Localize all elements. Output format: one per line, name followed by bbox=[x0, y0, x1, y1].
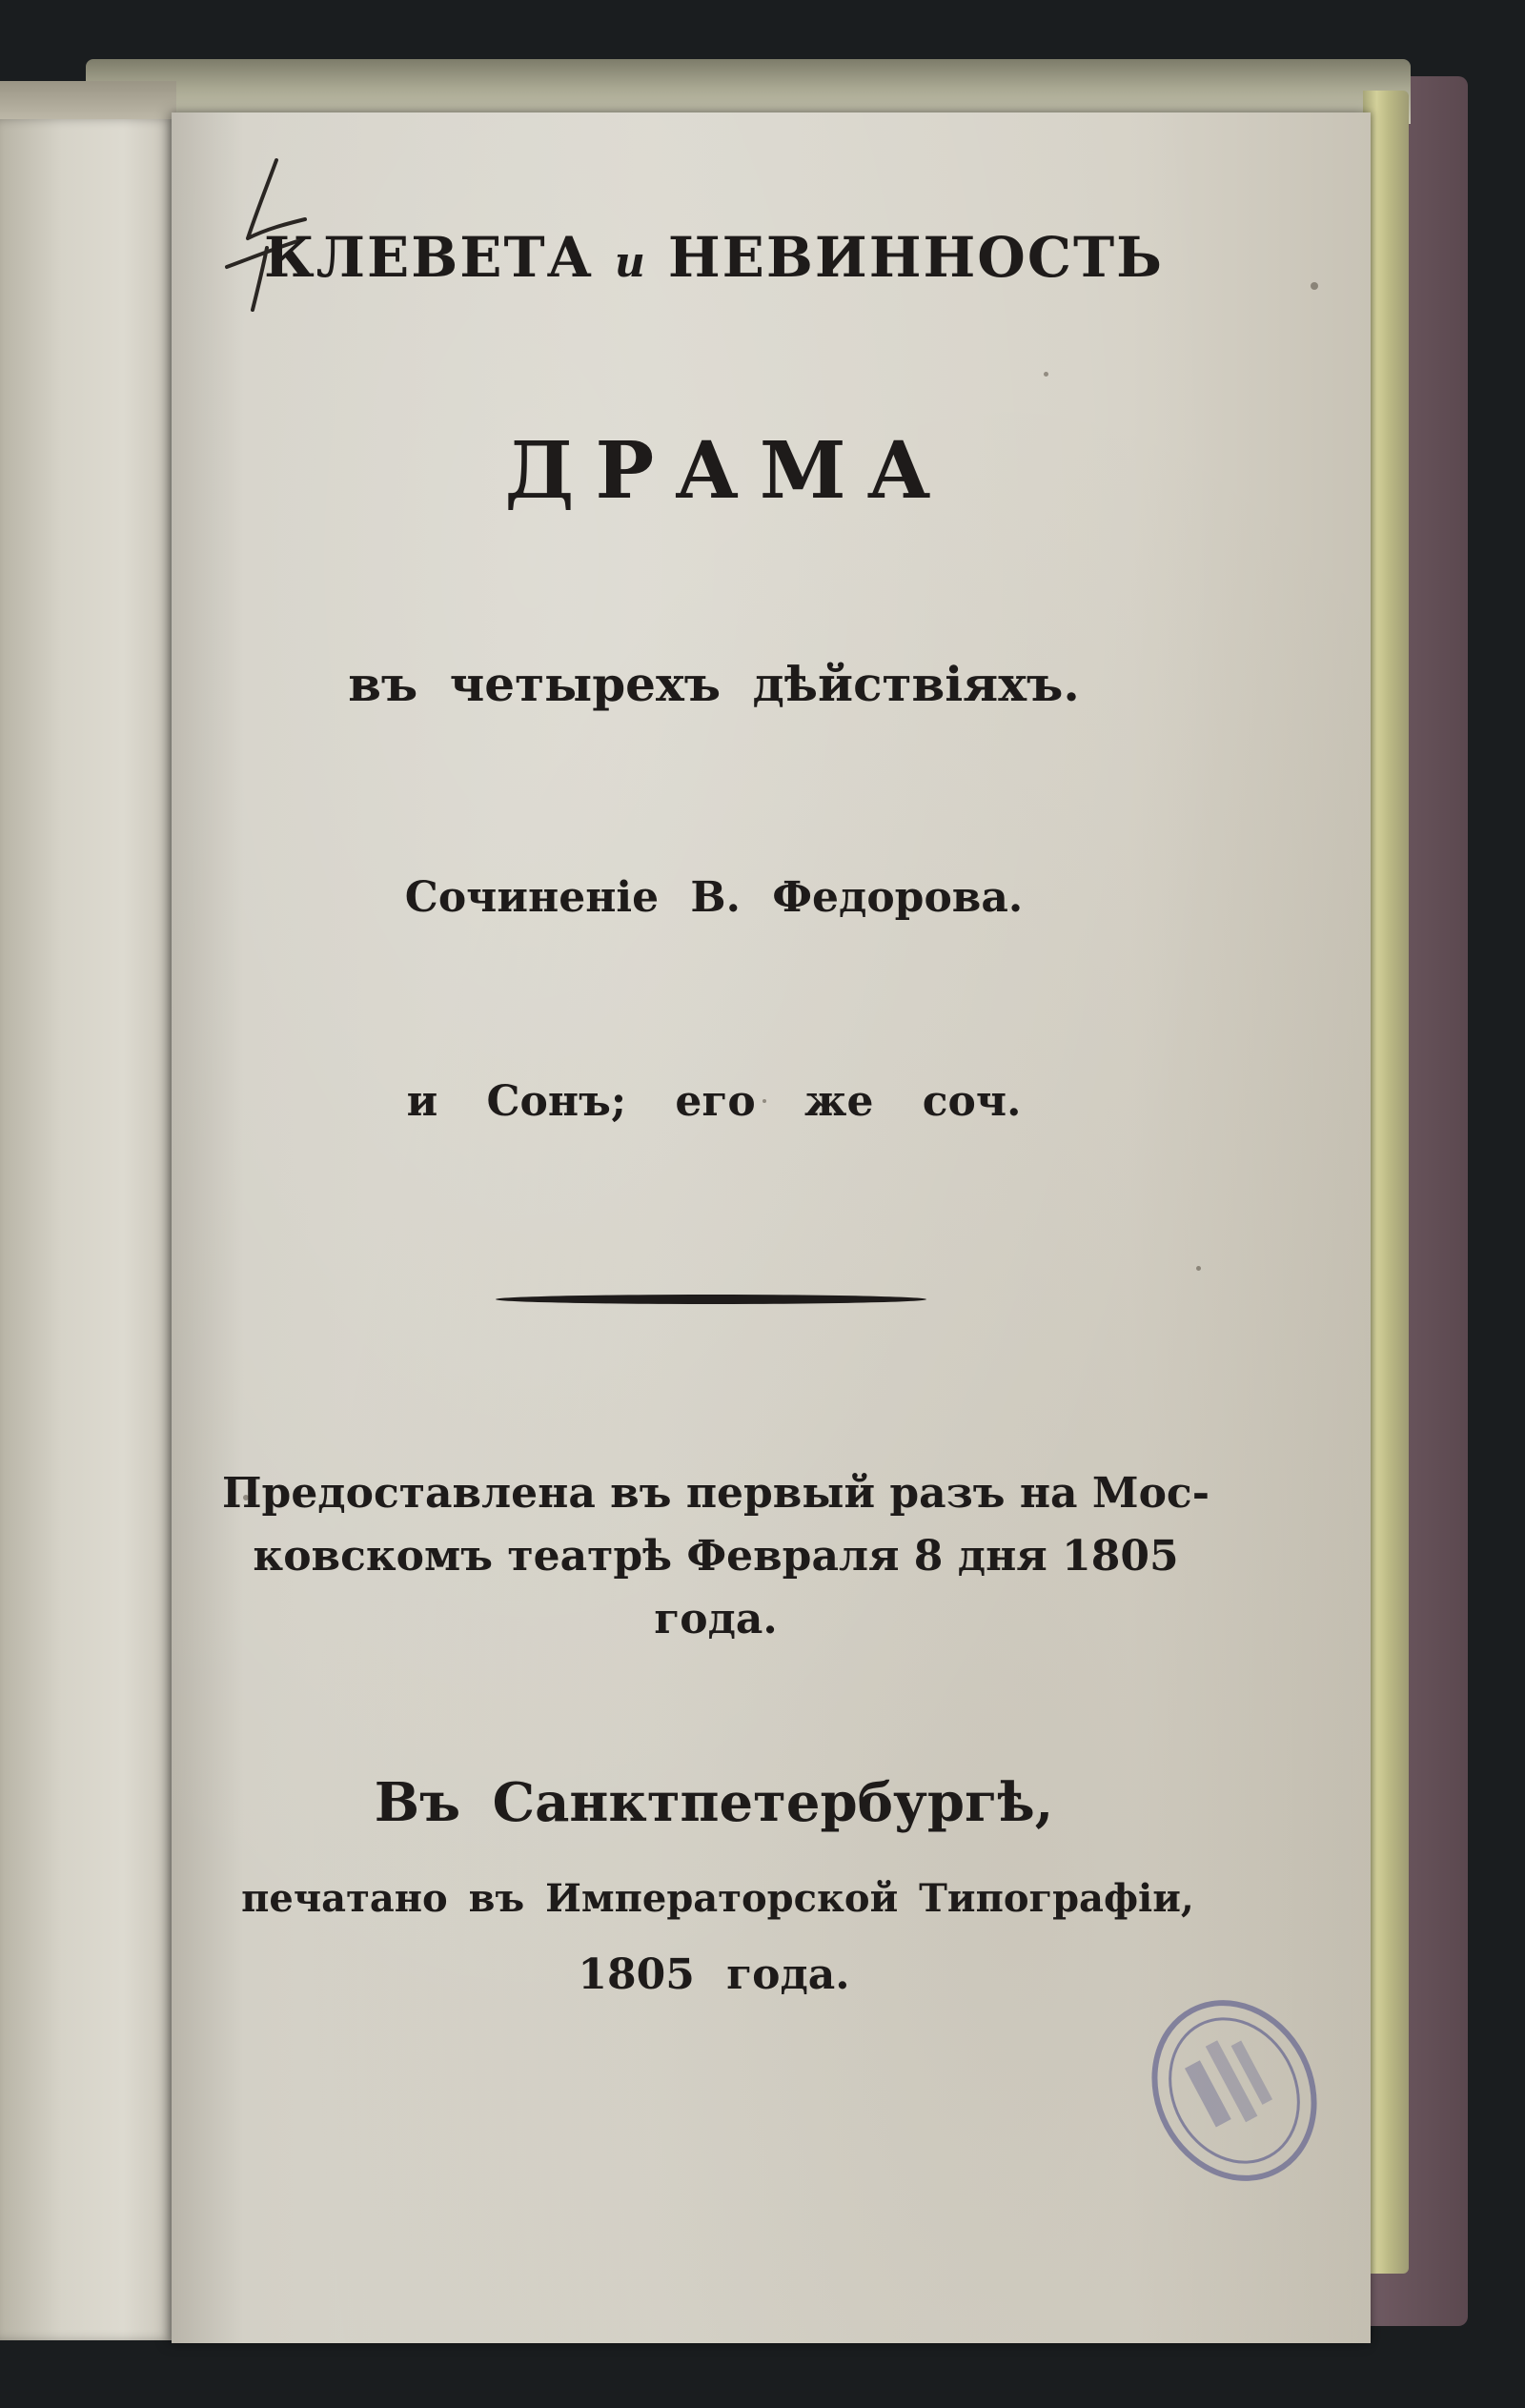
imprint-year: 1805 года. bbox=[578, 1950, 850, 1999]
acts-subtitle: въ четырехъ дѣйствіяхъ. bbox=[348, 656, 1080, 712]
performance-line-1: Предоставлена въ первый разъ на Мос- bbox=[222, 1469, 1210, 1518]
author-line: Сочиненіе В. Федорова. bbox=[404, 873, 1024, 922]
title-part-2: НЕВИННОСТЬ bbox=[667, 225, 1165, 290]
title-page bbox=[172, 112, 1371, 2343]
performance-note bbox=[116, 1462, 1315, 1651]
paper-speck bbox=[243, 1495, 249, 1500]
library-stamp-icon bbox=[1134, 1981, 1334, 2200]
decorative-rule bbox=[496, 1295, 926, 1304]
paper-speck bbox=[1196, 1266, 1201, 1271]
book-title bbox=[114, 225, 1313, 290]
paper-speck bbox=[1311, 282, 1318, 290]
second-work-line: и Сонъ; его же соч. bbox=[406, 1077, 1022, 1126]
performance-line-3: года. bbox=[654, 1595, 778, 1643]
genre-heading: ДРАМА bbox=[504, 425, 952, 517]
imprint-printer: печатано въ Императорской Типографіи, bbox=[241, 1876, 1194, 1921]
paper-speck bbox=[762, 1099, 766, 1103]
title-conjunction: и bbox=[614, 238, 647, 287]
performance-line-2: ковскомъ театрѣ Февраля 8 дня 1805 bbox=[253, 1532, 1179, 1581]
imprint-place: Въ Санктпетербургѣ, bbox=[374, 1771, 1054, 1834]
title-part-1: КЛЕВЕТА bbox=[263, 225, 594, 290]
paper-speck bbox=[1044, 372, 1048, 377]
